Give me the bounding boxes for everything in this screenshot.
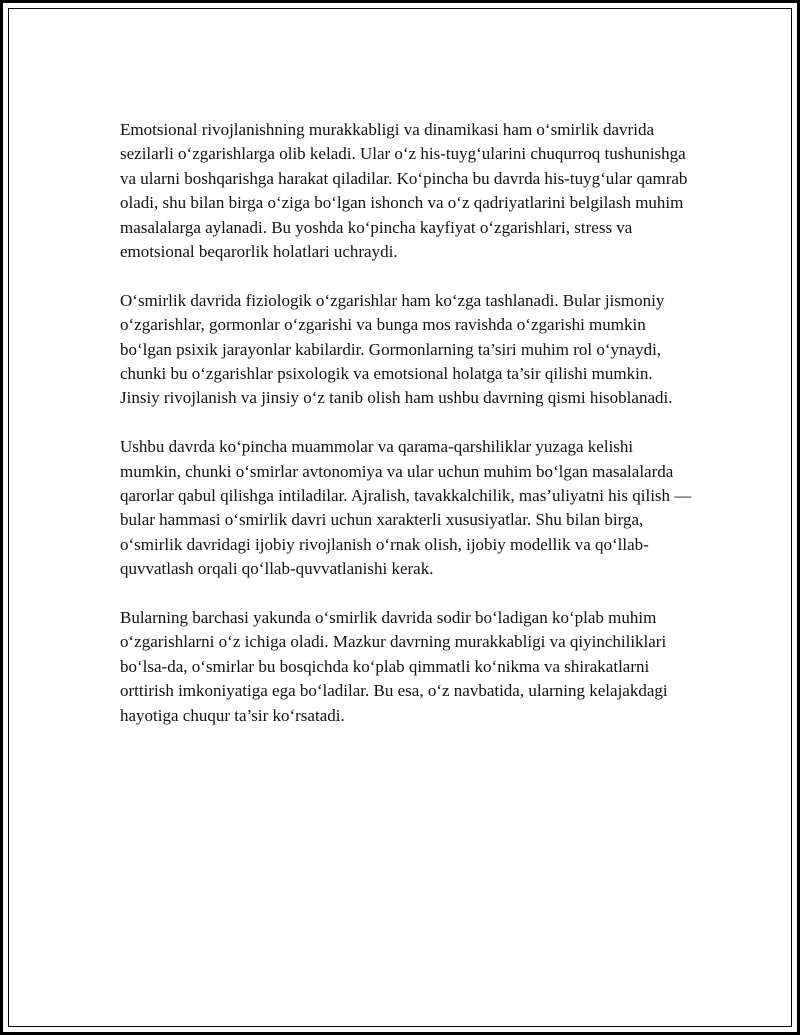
paragraph-2: O‘smirlik davrida fiziologik o‘zgarishlar ham ko‘zga tashlanadi. Bular jismoniy o‘zgarishlar, gormonlar o‘zgarishi va bunga mos ravishda o‘zgarishi mumkin bo‘lgan psixik jarayonlar kabilardir. Gormonlarning ta’siri muhim rol o‘ynaydi, chunki bu o‘zgarishlar psixologik va emotsional holatga ta’sir qilishi mumkin. Jinsiy rivojlanish va jinsiy o‘z tanib olish ham ushbu davrning qismi hisoblanadi. (120, 290, 673, 408)
paragraph-3: Ushbu davrda ko‘pincha muammolar va qarama-qarshiliklar yuzaga kelishi mumkin, chunki o‘smirlar avtonomiya va ular uchun muhim bo‘lgan masalalarda qarorlar qabul qilishga intiladilar. Ajralish, tavakkalchilik, mas’uliyatni his qilish — bular hammasi o‘smirlik davri uchun xarakterli xususiyatlar. Shu bilan birga, o‘smirlik davridagi ijobiy rivojlanish o‘rnak olish, ijobiy modellik va qo‘llab-quvvatlash orqali qo‘llab-quvvatlanishi kerak. (120, 437, 692, 579)
paragraph-4: Bularning barchasi yakunda o‘smirlik davrida sodir bo‘ladigan ko‘plab muhim o‘zgarishlarni o‘z ichiga oladi. Mazkur davrning murakkabligi va qiyinchiliklari bo‘lsa-da, o‘smirlar bu bosqichda ko‘plab qimmatli ko‘nikma va shirakatlarni orttirish imkoniyatiga ega bo‘ladilar. Bu esa, o‘z navbatida, ularning kelajakdagi hayotiga chuqur ta’sir ko‘rsatadi. (120, 608, 668, 725)
paragraph-1: Emotsional rivojlanishning murakkabligi va dinamikasi ham o‘smirlik davrida sezilarli o‘zgarishlarga olib keladi. Ular o‘z his-tuyg‘ularini chuqurroq tushunishga va ularni boshqarishga harakat qiladilar. Ko‘pincha bu davrda his-tuyg‘ular qamrab oladi, shu bilan birga o‘ziga bo‘lgan ishonch va o‘z qadriyatlarini belgilash muhim masalalarga aylanadi. Bu yoshda ko‘pincha kayfiyat o‘zgarishlari, stress va emotsional beqarorlik holatlari uchraydi. (120, 120, 688, 262)
document-body (120, 118, 694, 753)
